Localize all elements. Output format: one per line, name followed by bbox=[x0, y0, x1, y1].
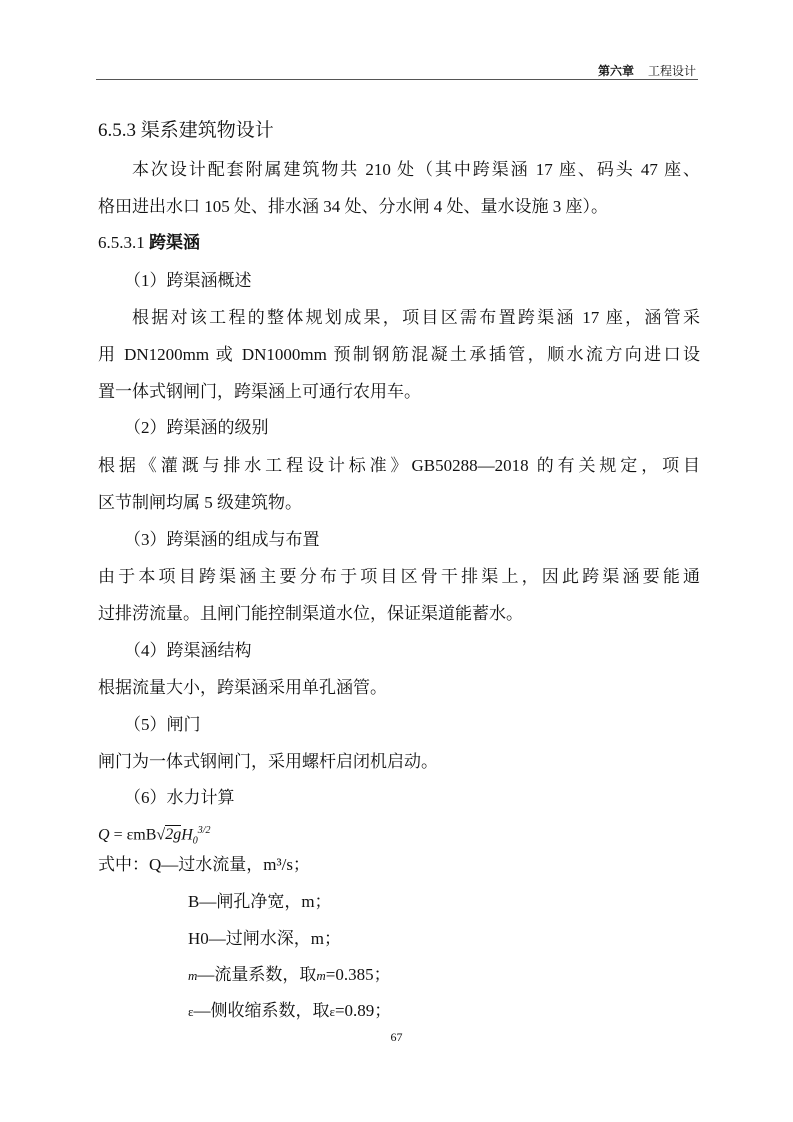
intro-line: 本次设计配套附属建筑物共 210 处（其中跨渠涵 17 座、码头 47 座、 bbox=[132, 160, 700, 179]
formula-coeffs: = εmB bbox=[109, 826, 157, 844]
body-line: 闸门为一体式钢闸门，采用螺杆启闭机启动。 bbox=[98, 752, 438, 771]
formula-sup: 3/2 bbox=[197, 825, 211, 836]
chapter-title: 工程设计 bbox=[647, 64, 696, 78]
body-line: 根据《灌溉与排水工程设计标准》GB50288—2018 的有关规定，项目 bbox=[98, 456, 700, 475]
item-heading: （5）闸门 bbox=[124, 715, 201, 734]
body-line: 区节制闸均属 5 级建筑物。 bbox=[98, 493, 302, 512]
body-line: 用 DN1200mm 或 DN1000mm 预制钢筋混凝土承插管，顺水流方向进口设 bbox=[98, 345, 700, 364]
body-line: 由于本项目跨渠涵主要分布于项目区骨干排渠上，因此跨渠涵要能通 bbox=[98, 567, 700, 586]
e-text: —侧收缩系数，取 bbox=[193, 1001, 330, 1020]
where-label: 式中： bbox=[98, 855, 149, 874]
formula-radicand: 2g bbox=[165, 826, 182, 844]
formula-sub: 0 bbox=[192, 835, 198, 847]
where-b: B—闸孔净宽，m； bbox=[188, 892, 332, 911]
where-h0: H0—过闸水深，m； bbox=[188, 929, 341, 948]
where-m bbox=[188, 964, 790, 987]
header-rule bbox=[96, 79, 698, 80]
e-value: =0.89； bbox=[334, 1001, 392, 1020]
subsection-title bbox=[98, 232, 700, 254]
body-line: 置一体式钢闸门，跨渠涵上可通行农用车。 bbox=[98, 382, 421, 401]
item-heading: （1）跨渠涵概述 bbox=[124, 271, 252, 290]
m-symbol: m bbox=[316, 968, 326, 983]
chapter-label: 第六章 bbox=[597, 64, 634, 78]
intro-line: 格田进出水口 105 处、排水涵 34 处、分水闸 4 处、量水设施 3 座）。 bbox=[98, 197, 608, 216]
item-heading: （2）跨渠涵的级别 bbox=[124, 418, 269, 437]
m-value: =0.385； bbox=[325, 965, 391, 984]
e-symbol: ε bbox=[329, 1004, 335, 1019]
item-heading: （3）跨渠涵的组成与布置 bbox=[124, 530, 320, 549]
where-q: Q—过水流量，m³/s； bbox=[149, 855, 310, 874]
formula: $Q = \varepsilon mB√2gH_0^{3/2}$ bbox=[98, 825, 211, 847]
formula-h: H bbox=[181, 826, 193, 844]
item-heading: （4）跨渠涵结构 bbox=[124, 641, 252, 660]
where-e bbox=[188, 1000, 790, 1023]
page-number: 67 bbox=[390, 1030, 403, 1044]
running-header bbox=[598, 62, 696, 79]
e-symbol: ε bbox=[188, 1004, 194, 1019]
body-line: 过排涝流量。且闸门能控制渠道水位，保证渠道能蓄水。 bbox=[98, 604, 523, 623]
where-line bbox=[98, 854, 700, 876]
body-line: 根据对该工程的整体规划成果，项目区需布置跨渠涵 17 座，涵管采 bbox=[132, 308, 700, 327]
subsection-text: 跨渠涵 bbox=[149, 233, 200, 252]
m-text: —流量系数，取 bbox=[197, 965, 317, 984]
item-heading: （6）水力计算 bbox=[124, 788, 235, 807]
m-symbol: m bbox=[188, 968, 198, 983]
subsection-number: 6.5.3.1 bbox=[98, 233, 149, 252]
section-title: 6.5.3 渠系建筑物设计 bbox=[98, 120, 274, 141]
body-line: 根据流量大小，跨渠涵采用单孔涵管。 bbox=[98, 678, 387, 697]
formula-lhs: Q bbox=[98, 826, 110, 844]
